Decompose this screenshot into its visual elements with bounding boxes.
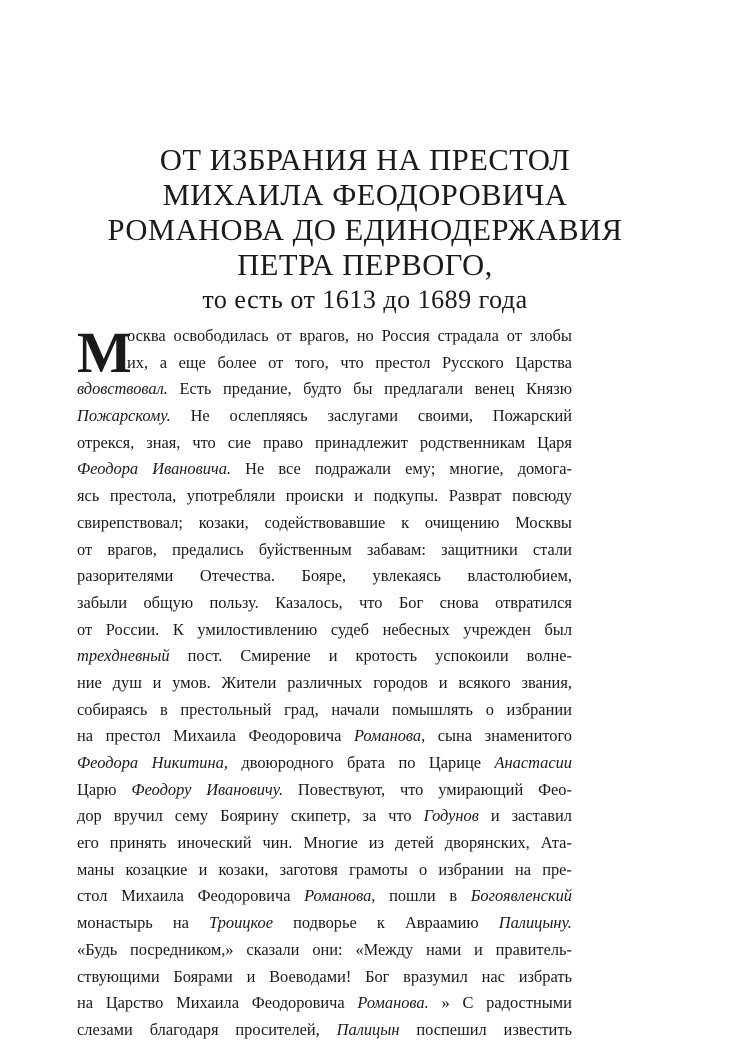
- word: от: [77, 619, 93, 639]
- text-line: [77, 803, 572, 830]
- italic-word: вдовствовал.: [77, 379, 168, 399]
- word: »: [441, 993, 450, 1013]
- word: Бог: [365, 966, 390, 986]
- chapter-title: [60, 143, 670, 283]
- word: подворье: [293, 913, 357, 933]
- word: о: [419, 859, 428, 879]
- word: умов.: [172, 672, 211, 692]
- italic-word: Феодору: [131, 779, 192, 799]
- word: Пожарский: [492, 406, 572, 426]
- word: отвратился: [495, 592, 572, 612]
- word: от: [77, 539, 93, 559]
- text-line: [77, 723, 572, 750]
- word: козаки,: [198, 512, 249, 532]
- word: на: [514, 859, 531, 879]
- word: козаки,: [218, 859, 269, 879]
- word: сему: [174, 806, 209, 826]
- word: защитники: [441, 539, 518, 559]
- italic-word: Ивановича.: [152, 459, 232, 479]
- word: к: [376, 913, 385, 933]
- word: и: [438, 672, 448, 692]
- word: пост.: [187, 646, 223, 666]
- word: престол: [105, 726, 161, 746]
- word: Царице: [428, 753, 482, 772]
- word: что: [388, 806, 412, 826]
- text-line: [127, 350, 572, 377]
- chapter-subtitle: то есть от 1613 до 1689 года: [202, 285, 528, 314]
- text-line: [77, 830, 572, 857]
- word: пользу.: [209, 592, 259, 612]
- word: Воеводами!: [269, 966, 352, 986]
- word: Михаила: [173, 726, 236, 746]
- word: Бояре,: [301, 566, 346, 586]
- word: родственникам: [419, 432, 526, 452]
- word: стали: [532, 539, 572, 559]
- word: нами: [425, 939, 462, 959]
- italic-word: Ивановичу.: [206, 779, 284, 799]
- word: страдала: [437, 326, 499, 345]
- word: град,: [284, 699, 319, 719]
- word: престольный: [180, 699, 272, 719]
- word: от: [506, 326, 522, 345]
- word: более: [217, 352, 257, 372]
- word: Россия: [381, 326, 430, 345]
- text-line: [77, 643, 572, 670]
- word: собираясь: [77, 699, 148, 719]
- text-line: [77, 990, 572, 1017]
- word: что: [399, 779, 424, 799]
- word: дворянских,: [444, 833, 530, 853]
- word: разорителями: [77, 566, 174, 586]
- word: к: [401, 512, 410, 532]
- word: Царства: [515, 352, 572, 372]
- word: пре-: [542, 859, 572, 879]
- word: чин.: [262, 833, 293, 853]
- italic-word: Романова,: [353, 726, 426, 746]
- text-line: [77, 456, 572, 483]
- word: сказали: [246, 939, 300, 959]
- word: забыли: [77, 592, 128, 612]
- word: в: [159, 699, 168, 719]
- text-line: [77, 883, 572, 910]
- word: его: [77, 833, 99, 853]
- word: Не: [245, 459, 265, 479]
- drop-cap: М: [77, 320, 132, 385]
- text-line: [77, 403, 572, 430]
- word: о: [485, 699, 494, 719]
- word: маны: [77, 859, 115, 879]
- word: сына: [437, 726, 473, 746]
- word: «Будь: [77, 939, 118, 959]
- text-line: [127, 323, 572, 350]
- italic-word: Никитина,: [151, 753, 228, 772]
- text-line: [77, 964, 572, 991]
- word: детей: [394, 833, 434, 853]
- title-line: РОМАНОВА ДО ЕДИНОДЕРЖАВИЯ: [107, 213, 623, 247]
- word: правитель-: [495, 939, 572, 959]
- word: заставил: [511, 806, 572, 826]
- italic-word: Богоявленский: [470, 886, 572, 906]
- word: подражали: [314, 459, 391, 479]
- word: Боярами: [173, 966, 233, 986]
- word: Михаила: [176, 993, 239, 1013]
- word: еще: [178, 352, 206, 372]
- word: Феодоровича: [248, 726, 342, 746]
- word: повсюду: [512, 486, 572, 506]
- word: грамоты: [349, 859, 408, 879]
- word: своими,: [417, 406, 473, 426]
- word: посредником,»: [130, 939, 234, 959]
- word: зная,: [146, 432, 181, 452]
- word: начали: [331, 699, 380, 719]
- word: Феодоровича: [197, 886, 291, 906]
- word: ослепляясь: [229, 406, 308, 426]
- word: они:: [312, 939, 343, 959]
- text-line: [77, 617, 572, 644]
- word: умилостивлению: [197, 619, 318, 639]
- text-line: [77, 483, 572, 510]
- word: врагов,: [107, 539, 157, 559]
- word: умирающий: [438, 779, 524, 799]
- word: от: [276, 326, 292, 345]
- word: подкупы.: [373, 486, 439, 506]
- word: и: [152, 672, 162, 692]
- word: и: [474, 939, 483, 959]
- word: забавам:: [366, 539, 426, 559]
- italic-word: Романова.: [357, 993, 429, 1013]
- word: Ата-: [540, 833, 572, 853]
- word: осква: [127, 326, 166, 345]
- word: многие,: [449, 459, 504, 479]
- word: России.: [105, 619, 160, 639]
- italic-word: Анастасии: [494, 753, 572, 772]
- word: заслугами: [327, 406, 399, 426]
- text-line: [77, 537, 572, 564]
- word: а: [159, 352, 167, 372]
- word: престол: [375, 352, 431, 372]
- text-line: [77, 590, 572, 617]
- word: право: [262, 432, 304, 452]
- text-line: [77, 857, 572, 884]
- word: и: [490, 806, 500, 826]
- word: принять: [109, 833, 167, 853]
- word: того,: [294, 352, 329, 372]
- title-line: МИХАИЛА ФЕОДОРОВИЧА: [162, 178, 568, 212]
- word: всякого: [458, 672, 511, 692]
- word: и: [246, 966, 256, 986]
- title-line: ПЕТРА ПЕРВОГО,: [237, 248, 493, 282]
- word: различных: [287, 672, 363, 692]
- word: стол: [77, 886, 108, 906]
- word: Царя: [537, 432, 572, 452]
- word: дор: [77, 806, 102, 826]
- word: домога-: [517, 459, 572, 479]
- word: небесных: [382, 619, 450, 639]
- word: был: [544, 619, 572, 639]
- italic-word: Пожарскому.: [77, 406, 171, 426]
- text-line: [77, 910, 572, 937]
- word: успокоили: [435, 646, 509, 666]
- word: козацкие: [125, 859, 188, 879]
- word: Жители: [221, 672, 277, 692]
- word: на: [77, 726, 94, 746]
- word: из: [368, 833, 384, 853]
- word: буйственным: [258, 539, 352, 559]
- text-line: [77, 750, 572, 777]
- word: в: [449, 886, 458, 906]
- word: избрать: [518, 966, 572, 986]
- word: брата: [346, 753, 386, 772]
- word: от: [268, 352, 284, 372]
- word: Смирение: [240, 646, 311, 666]
- word: Бог: [398, 592, 424, 612]
- word: что: [359, 592, 383, 612]
- word: иноческий: [177, 833, 252, 853]
- word: бы: [353, 379, 373, 399]
- text-line: [77, 777, 572, 804]
- italic-word: Феодора: [77, 459, 139, 479]
- word: душ: [112, 672, 142, 692]
- word: на: [77, 993, 94, 1013]
- word: благодаря: [149, 1019, 219, 1039]
- word: их,: [127, 352, 149, 372]
- word: но: [356, 326, 374, 345]
- word: на: [172, 913, 189, 933]
- italic-word: Палицыну.: [498, 913, 572, 933]
- word: Есть: [179, 379, 212, 399]
- title-line: ОТ ИЗБРАНИЯ НА ПРЕСТОЛ: [159, 143, 571, 177]
- word: венец: [474, 379, 515, 399]
- word: врагов,: [299, 326, 349, 345]
- word: происки: [285, 486, 344, 506]
- word: общую: [143, 592, 194, 612]
- text-line: [77, 510, 572, 537]
- word: учрежден: [463, 619, 531, 639]
- word: Казалось,: [275, 592, 343, 612]
- text-line: [77, 1017, 572, 1044]
- word: предались: [172, 539, 244, 559]
- word: Михаила: [121, 886, 184, 906]
- word: нас: [481, 966, 505, 986]
- word: пошли: [389, 886, 436, 906]
- italic-word: Феодора: [77, 753, 139, 772]
- word: звания,: [521, 672, 572, 692]
- word: волне-: [526, 646, 572, 666]
- word: содействовавшие: [264, 512, 386, 532]
- word: кротость: [355, 646, 418, 666]
- word: отрекся,: [77, 432, 135, 452]
- word: Разврат: [448, 486, 502, 506]
- word: Отечества.: [199, 566, 275, 586]
- italic-word: Романова,: [304, 886, 376, 906]
- word: вручил: [113, 806, 163, 826]
- word: знаменитого: [484, 726, 572, 746]
- word: Не: [190, 406, 210, 426]
- word: Боярину: [220, 806, 279, 826]
- word: сие: [227, 432, 252, 452]
- word: Фео-: [538, 779, 572, 799]
- word: Русского: [442, 352, 504, 372]
- word: помышлять: [392, 699, 474, 719]
- word: предание,: [223, 379, 292, 399]
- word: ясь: [77, 486, 100, 506]
- word: избрании: [506, 699, 572, 719]
- text-line: [77, 430, 572, 457]
- word: монастырь: [77, 913, 153, 933]
- word: принадлежит: [315, 432, 408, 452]
- word: снова: [439, 592, 479, 612]
- word: судеб: [330, 619, 369, 639]
- word: просителей,: [235, 1019, 320, 1039]
- text-line: [77, 697, 572, 724]
- word: слезами: [77, 1019, 133, 1039]
- word: К: [172, 619, 184, 639]
- word: и: [198, 859, 208, 879]
- word: за: [362, 806, 377, 826]
- word: ние: [77, 672, 102, 692]
- word: свирепствовал;: [77, 512, 183, 532]
- word: вразумил: [403, 966, 468, 986]
- word: Князю: [526, 379, 572, 399]
- italic-word: трехдневный: [77, 646, 170, 666]
- text-line: [77, 376, 572, 403]
- word: радостными: [486, 993, 572, 1013]
- word: ствующими: [77, 966, 160, 986]
- word: «Между: [355, 939, 414, 959]
- word: двоюродного: [241, 753, 334, 772]
- word: поспешил: [416, 1019, 487, 1039]
- word: Многие: [303, 833, 358, 853]
- word: будто: [303, 379, 342, 399]
- word: избрании: [438, 859, 504, 879]
- text-line: [77, 563, 572, 590]
- word: употребляли: [186, 486, 276, 506]
- word: Повествуют,: [297, 779, 386, 799]
- word: властолюбием,: [467, 566, 572, 586]
- word: по: [398, 753, 416, 772]
- word: и: [354, 486, 364, 506]
- word: все: [278, 459, 301, 479]
- word: С: [462, 993, 474, 1013]
- italic-word: Троицкое: [209, 913, 274, 933]
- body-text: [77, 320, 572, 1044]
- word: Царю: [77, 779, 117, 799]
- word: освободилась: [173, 326, 269, 345]
- word: предлагали: [384, 379, 464, 399]
- word: Москвы: [515, 512, 572, 532]
- word: что: [340, 352, 364, 372]
- word: и: [328, 646, 338, 666]
- word: престола,: [109, 486, 177, 506]
- italic-word: Годунов: [423, 806, 479, 826]
- word: что: [192, 432, 216, 452]
- word: Феодоровича: [251, 993, 345, 1013]
- text-line: [77, 937, 572, 964]
- word: скипетр,: [290, 806, 351, 826]
- word: злобы: [529, 326, 572, 345]
- word: ему;: [405, 459, 436, 479]
- word: известить: [503, 1019, 572, 1039]
- word: городов: [373, 672, 428, 692]
- word: заготовя: [279, 859, 338, 879]
- text-line: [77, 670, 572, 697]
- word: Авраамию: [404, 913, 479, 933]
- word: Царство: [105, 993, 164, 1013]
- word: увлекаясь: [372, 566, 441, 586]
- word: очищению: [424, 512, 500, 532]
- italic-word: Палицын: [336, 1019, 400, 1039]
